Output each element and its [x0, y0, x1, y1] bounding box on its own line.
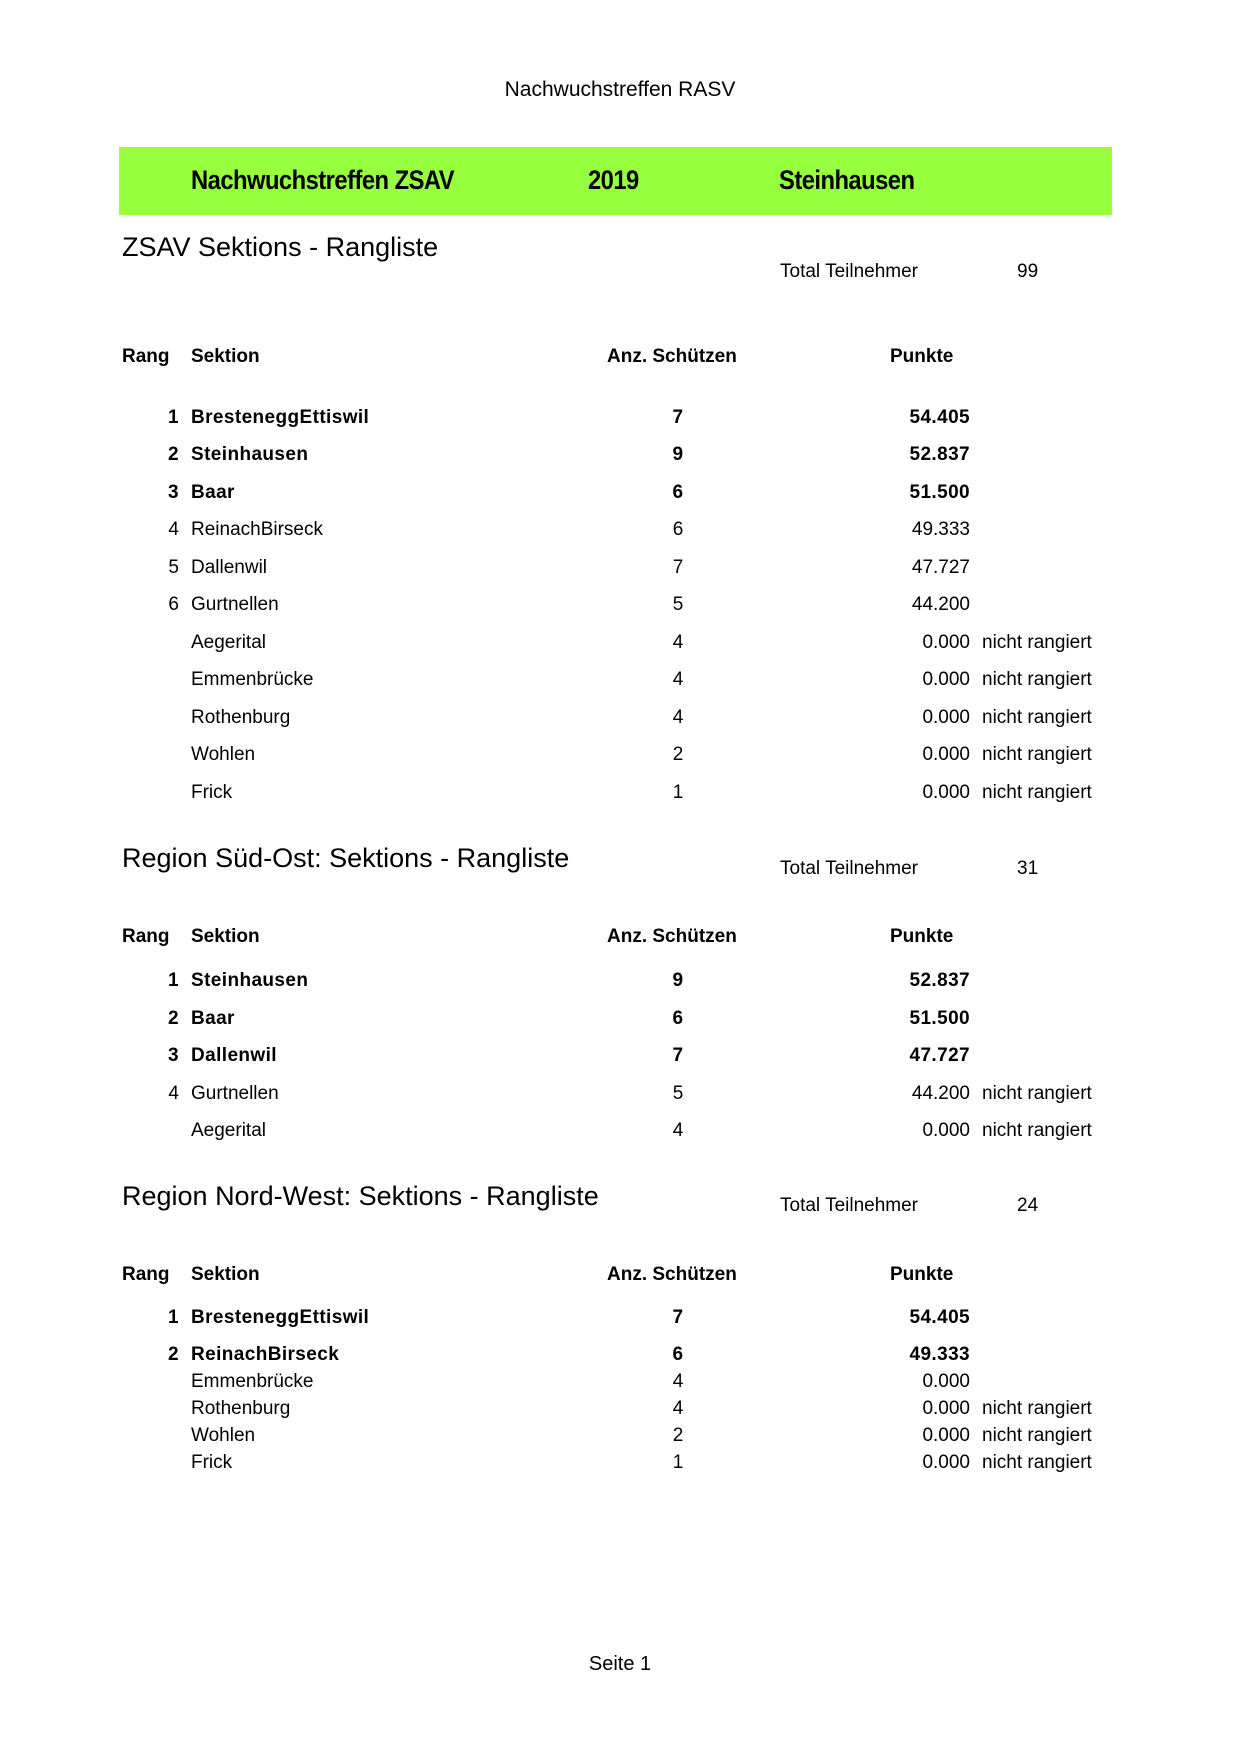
table-row: [0, 744, 1240, 768]
table-row: [0, 444, 1240, 468]
table-row: [0, 1398, 1240, 1422]
column-header-section: Sektion: [191, 926, 260, 947]
rank-cell: 2: [168, 1344, 179, 1365]
status-note-cell: nicht rangiert: [982, 1425, 1092, 1446]
points-cell: 47.727: [909, 1045, 970, 1066]
table-row: [0, 1008, 1240, 1032]
points-cell: 49.333: [909, 1344, 970, 1365]
section-name-cell: Frick: [191, 1452, 233, 1473]
shooter-count-cell: 2: [672, 744, 684, 765]
points-cell: 44.200: [911, 1083, 970, 1104]
points-cell: 0.000: [922, 632, 970, 653]
points-cell: 0.000: [922, 782, 970, 803]
status-note-cell: nicht rangiert: [982, 782, 1092, 803]
rank-cell: 3: [168, 1045, 179, 1066]
rank-cell: 4: [168, 1083, 179, 1104]
shooter-count-cell: 4: [672, 1398, 684, 1419]
shooter-count-cell: 6: [672, 482, 684, 503]
section-name-cell: BresteneggEttiswil: [191, 407, 370, 428]
section-name-cell: Rothenburg: [191, 1398, 291, 1419]
shooter-count-cell: 6: [672, 519, 684, 540]
column-header-count: Anz. Schützen: [607, 1264, 737, 1285]
shooter-count-cell: 6: [672, 1344, 684, 1365]
banner-location: Steinhausen: [779, 165, 915, 195]
points-cell: 51.500: [909, 482, 970, 503]
total-participants-label: Total Teilnehmer: [780, 261, 919, 282]
rank-cell: 5: [168, 557, 179, 578]
points-cell: 52.837: [909, 970, 970, 991]
shooter-count-cell: 7: [672, 557, 684, 578]
rank-cell: 1: [168, 1307, 179, 1328]
section-name-cell: Steinhausen: [191, 444, 309, 465]
points-cell: 0.000: [922, 1452, 970, 1473]
section-name-cell: Gurtnellen: [191, 1083, 279, 1104]
shooter-count-cell: 7: [672, 1307, 684, 1328]
shooter-count-cell: 4: [672, 707, 684, 728]
column-header-section: Sektion: [191, 346, 260, 367]
shooter-count-cell: 2: [672, 1425, 684, 1446]
section-name-cell: Baar: [191, 1008, 235, 1029]
points-cell: 54.405: [909, 407, 970, 428]
table-row: [0, 519, 1240, 543]
event-banner: [119, 147, 1112, 215]
shooter-count-cell: 9: [672, 444, 684, 465]
section-name-cell: Dallenwil: [191, 1045, 277, 1066]
section-title: ZSAV Sektions - Rangliste: [122, 232, 439, 262]
status-note-cell: nicht rangiert: [982, 707, 1092, 728]
table-row: [0, 669, 1240, 693]
status-note-cell: nicht rangiert: [982, 744, 1092, 765]
table-row: [0, 1307, 1240, 1331]
points-cell: 54.405: [909, 1307, 970, 1328]
section-name-cell: ReinachBirseck: [191, 519, 323, 540]
points-cell: 52.837: [909, 444, 970, 465]
section-name-cell: Frick: [191, 782, 233, 803]
column-header-points: Punkte: [890, 346, 954, 367]
shooter-count-cell: 7: [672, 407, 684, 428]
section-name-cell: Baar: [191, 482, 235, 503]
shooter-count-cell: 5: [672, 1083, 684, 1104]
points-cell: 0.000: [922, 1398, 970, 1419]
total-participants-label: Total Teilnehmer: [780, 858, 919, 879]
table-row: [0, 1083, 1240, 1107]
column-header-points: Punkte: [890, 1264, 954, 1285]
table-row: [0, 557, 1240, 581]
table-row: [0, 407, 1240, 431]
shooter-count-cell: 9: [672, 970, 684, 991]
rank-cell: 6: [168, 594, 179, 615]
column-header-rank: Rang: [122, 346, 170, 367]
table-row: [0, 1425, 1240, 1449]
section-name-cell: Emmenbrücke: [191, 1371, 314, 1392]
table-row: [0, 632, 1240, 656]
banner-title: Nachwuchstreffen ZSAV: [191, 165, 455, 195]
section-name-cell: Wohlen: [191, 1425, 256, 1446]
shooter-count-cell: 4: [672, 669, 684, 690]
shooter-count-cell: 5: [672, 594, 684, 615]
column-header-points: Punkte: [890, 926, 954, 947]
section-name-cell: BresteneggEttiswil: [191, 1307, 370, 1328]
table-row: [0, 482, 1240, 506]
banner-year: 2019: [588, 165, 639, 195]
rank-cell: 2: [168, 444, 179, 465]
section-title: Region Nord-West: Sektions - Rangliste: [122, 1181, 599, 1211]
section-name-cell: Gurtnellen: [191, 594, 279, 615]
points-cell: 0.000: [922, 1425, 970, 1446]
rank-cell: 1: [168, 970, 179, 991]
table-row: [0, 594, 1240, 618]
column-header-count: Anz. Schützen: [607, 346, 737, 367]
points-cell: 49.333: [911, 519, 970, 540]
rank-cell: 3: [168, 482, 179, 503]
shooter-count-cell: 4: [672, 1371, 684, 1392]
points-cell: 47.727: [911, 557, 970, 578]
points-cell: 0.000: [922, 1371, 970, 1392]
page-footer: Seite 1: [588, 1653, 652, 1675]
status-note-cell: nicht rangiert: [982, 1120, 1092, 1141]
total-participants-value: 24: [1017, 1195, 1039, 1216]
column-header-count: Anz. Schützen: [607, 926, 737, 947]
section-name-cell: Rothenburg: [191, 707, 291, 728]
section-name-cell: Emmenbrücke: [191, 669, 314, 690]
points-cell: 51.500: [909, 1008, 970, 1029]
table-row: [0, 782, 1240, 806]
column-header-rank: Rang: [122, 1264, 170, 1285]
table-row: [0, 707, 1240, 731]
table-row: [0, 970, 1240, 994]
status-note-cell: nicht rangiert: [982, 632, 1092, 653]
table-row: [0, 1344, 1240, 1368]
status-note-cell: nicht rangiert: [982, 1452, 1092, 1473]
points-cell: 0.000: [922, 1120, 970, 1141]
shooter-count-cell: 6: [672, 1008, 684, 1029]
total-participants-label: Total Teilnehmer: [780, 1195, 919, 1216]
table-row: [0, 1045, 1240, 1069]
points-cell: 0.000: [922, 669, 970, 690]
column-header-section: Sektion: [191, 1264, 260, 1285]
status-note-cell: nicht rangiert: [982, 1083, 1092, 1104]
total-participants-value: 31: [1017, 858, 1039, 879]
rank-cell: 4: [168, 519, 179, 540]
points-cell: 0.000: [922, 707, 970, 728]
section-name-cell: Aegerital: [191, 1120, 266, 1141]
table-row: [0, 1452, 1240, 1476]
shooter-count-cell: 7: [672, 1045, 684, 1066]
shooter-count-cell: 1: [672, 1452, 684, 1473]
section-name-cell: ReinachBirseck: [191, 1344, 340, 1365]
points-cell: 44.200: [911, 594, 970, 615]
section-name-cell: Aegerital: [191, 632, 266, 653]
shooter-count-cell: 4: [672, 1120, 684, 1141]
shooter-count-cell: 1: [672, 782, 684, 803]
status-note-cell: nicht rangiert: [982, 1398, 1092, 1419]
section-name-cell: Wohlen: [191, 744, 256, 765]
rank-cell: 2: [168, 1008, 179, 1029]
points-cell: 0.000: [922, 744, 970, 765]
section-name-cell: Dallenwil: [191, 557, 268, 578]
page-header: Nachwuchstreffen RASV: [504, 78, 736, 101]
table-row: [0, 1120, 1240, 1144]
column-header-rank: Rang: [122, 926, 170, 947]
section-title: Region Süd-Ost: Sektions - Rangliste: [122, 843, 570, 873]
table-row: [0, 1371, 1240, 1395]
section-name-cell: Steinhausen: [191, 970, 309, 991]
status-note-cell: nicht rangiert: [982, 669, 1092, 690]
total-participants-value: 99: [1017, 261, 1039, 282]
shooter-count-cell: 4: [672, 632, 684, 653]
rank-cell: 1: [168, 407, 179, 428]
